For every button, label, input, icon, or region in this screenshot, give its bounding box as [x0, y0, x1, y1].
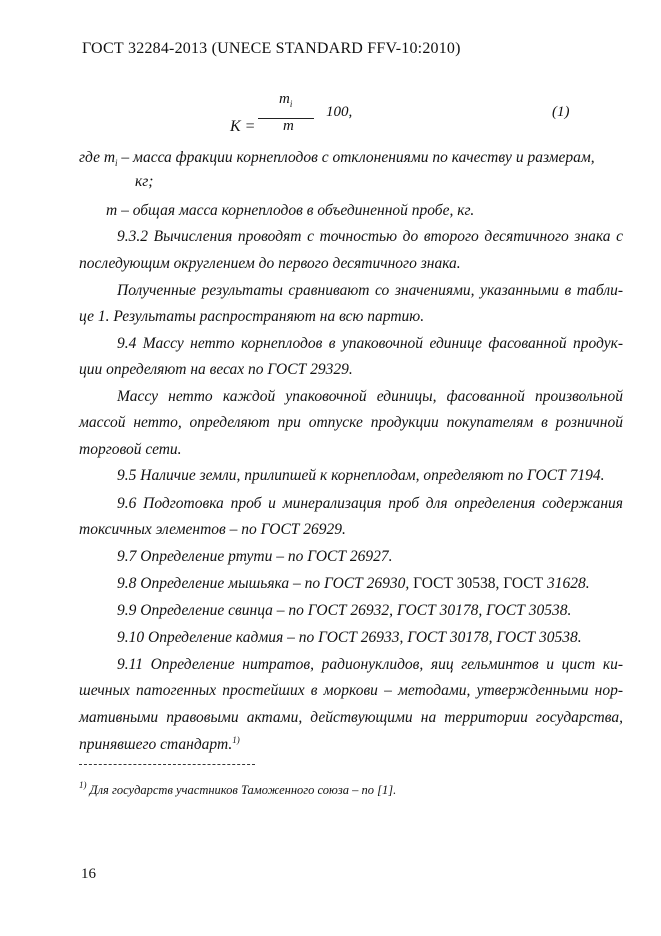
- pmass-line-3: торговой сети.: [79, 441, 182, 458]
- pmass-line-2: массой нетто, определяют при отпуске продукции покупателям в розничной: [79, 414, 623, 431]
- presult-line-1: Полученные результаты сравнивают со значениями, указанными в табли-: [117, 282, 623, 299]
- p911-line-3: мативными правовыми актами, действующими на территории государства,: [79, 709, 623, 726]
- p97-line: 9.7 Определение ртути – по ГОСТ 26927.: [117, 548, 393, 565]
- formula-lhs: K =: [230, 118, 256, 135]
- pmass-line-1: Массу нетто каждой упаковочной единицы, фасованной произвольной: [117, 388, 623, 405]
- where-line-1: где $m_i$ – масса фракции корнеплодов с отклонениями по качеству и размерам,: [79, 149, 595, 169]
- p96-line-2: токсичных элементов – по ГОСТ 26929.: [79, 521, 346, 538]
- formula-number: (1): [552, 104, 570, 120]
- p99-line: 9.9 Определение свинца – по ГОСТ 26932, ГОСТ 30178, ГОСТ 30538.: [117, 602, 572, 619]
- footnote-rule: [79, 764, 255, 765]
- p910-line: 9.10 Определение кадмия – по ГОСТ 26933, ГОСТ 30178, ГОСТ 30538.: [117, 629, 582, 646]
- p911-line-1: 9.11 Определение нитратов, радионуклидов, яиц гельминтов и цист ки-: [117, 656, 623, 673]
- formula-factor: 100,: [326, 104, 353, 120]
- formula-numerator: $m_i$: [279, 91, 293, 109]
- where-line-2: кг;: [135, 173, 154, 190]
- p98-line: 9.8 Определение мышьяка – по ГОСТ 26930, ГОСТ 30538, ГОСТ 31628.: [117, 575, 590, 592]
- p932-line-2: последующим округлением до первого десятичного знака.: [79, 255, 461, 272]
- presult-line-2: це 1. Результаты распространяют на всю партию.: [79, 308, 425, 325]
- footnote: $^{1)}$ Для государств участников Таможенного союза – по [1].: [79, 780, 397, 797]
- p932-line-1: 9.3.2 Вычисления проводят с точностью до второго десятичного знака с: [117, 228, 623, 245]
- p94-line-1: 9.4 Массу нетто корнеплодов в упаковочной единице фасованной продук-: [117, 335, 623, 352]
- page-number: 16: [81, 866, 96, 882]
- where-line-3: m – общая масса корнеплодов в объединенной пробе, кг.: [106, 202, 475, 219]
- p911-line-2: шечных патогенных простейших в моркови – методами, утвержденными нор-: [79, 682, 623, 699]
- p95-line: 9.5 Наличие земли, прилипшей к корнеплодам, определяют по ГОСТ 7194.: [117, 467, 605, 484]
- p911-line-4: принявшего стандарт.$^{1)}$: [79, 735, 240, 753]
- p96-line-1: 9.6 Подготовка проб и минерализация проб для определения содержания: [117, 495, 623, 512]
- p94-line-2: ции определяют на весах по ГОСТ 29329.: [79, 361, 353, 378]
- formula-denominator: m: [283, 118, 294, 134]
- page-header: ГОСТ 32284-2013 (UNECE STANDARD FFV-10:2010): [82, 40, 461, 57]
